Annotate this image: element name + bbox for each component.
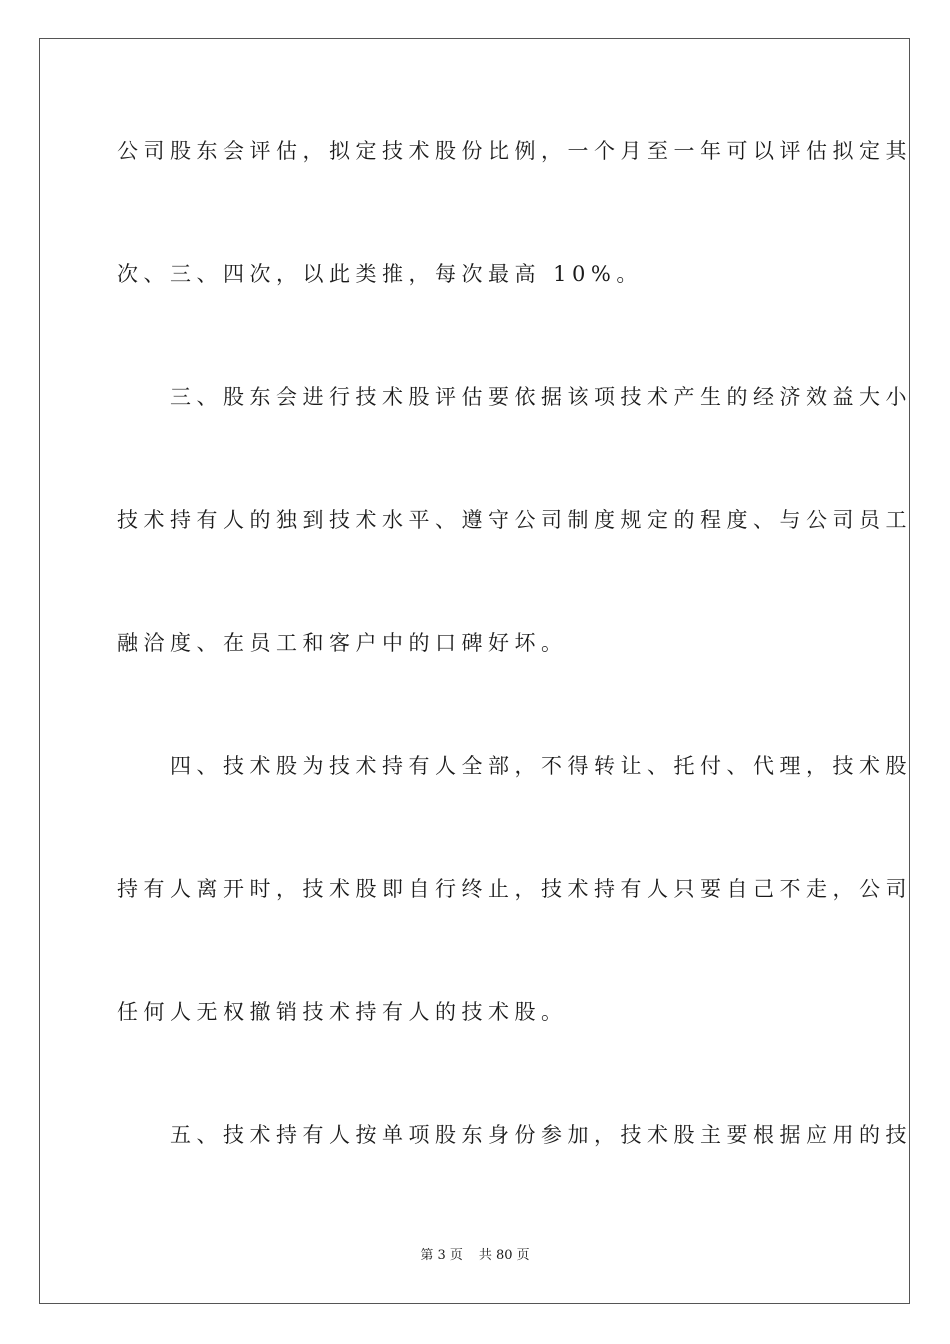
paragraph-5-start: 五、技术持有人按单项股东身份参加，技术股主要根据应用的技 [117, 1123, 912, 1147]
text-line-5: 融洽度、在员工和客户中的口碑好坏。 [117, 631, 568, 655]
text-line-2: 次、三、四次，以此类推，每次最高 10%。 [117, 262, 643, 286]
text-line-1: 公司股东会评估，拟定技术股份比例，一个月至一年可以评估拟定其 [117, 139, 912, 163]
text-line-8: 任何人无权撤销技术持有人的技术股。 [117, 1000, 568, 1024]
page-footer [0, 1247, 950, 1265]
paragraph-3-start: 三、股东会进行技术股评估要依据该项技术产生的经济效益大小 [117, 385, 912, 409]
paragraph-4-start: 四、技术股为技术持有人全部，不得转让、托付、代理，技术股 [117, 754, 912, 778]
text-line-7: 持有人离开时，技术股即自行终止，技术持有人只要自己不走，公司 [117, 877, 912, 901]
page-border [39, 38, 910, 1304]
page-number: 第 3 页 [420, 1248, 463, 1263]
total-pages: 共 80 页 [478, 1248, 530, 1263]
text-line-4: 技术持有人的独到技术水平、遵守公司制度规定的程度、与公司员工 [117, 508, 912, 532]
